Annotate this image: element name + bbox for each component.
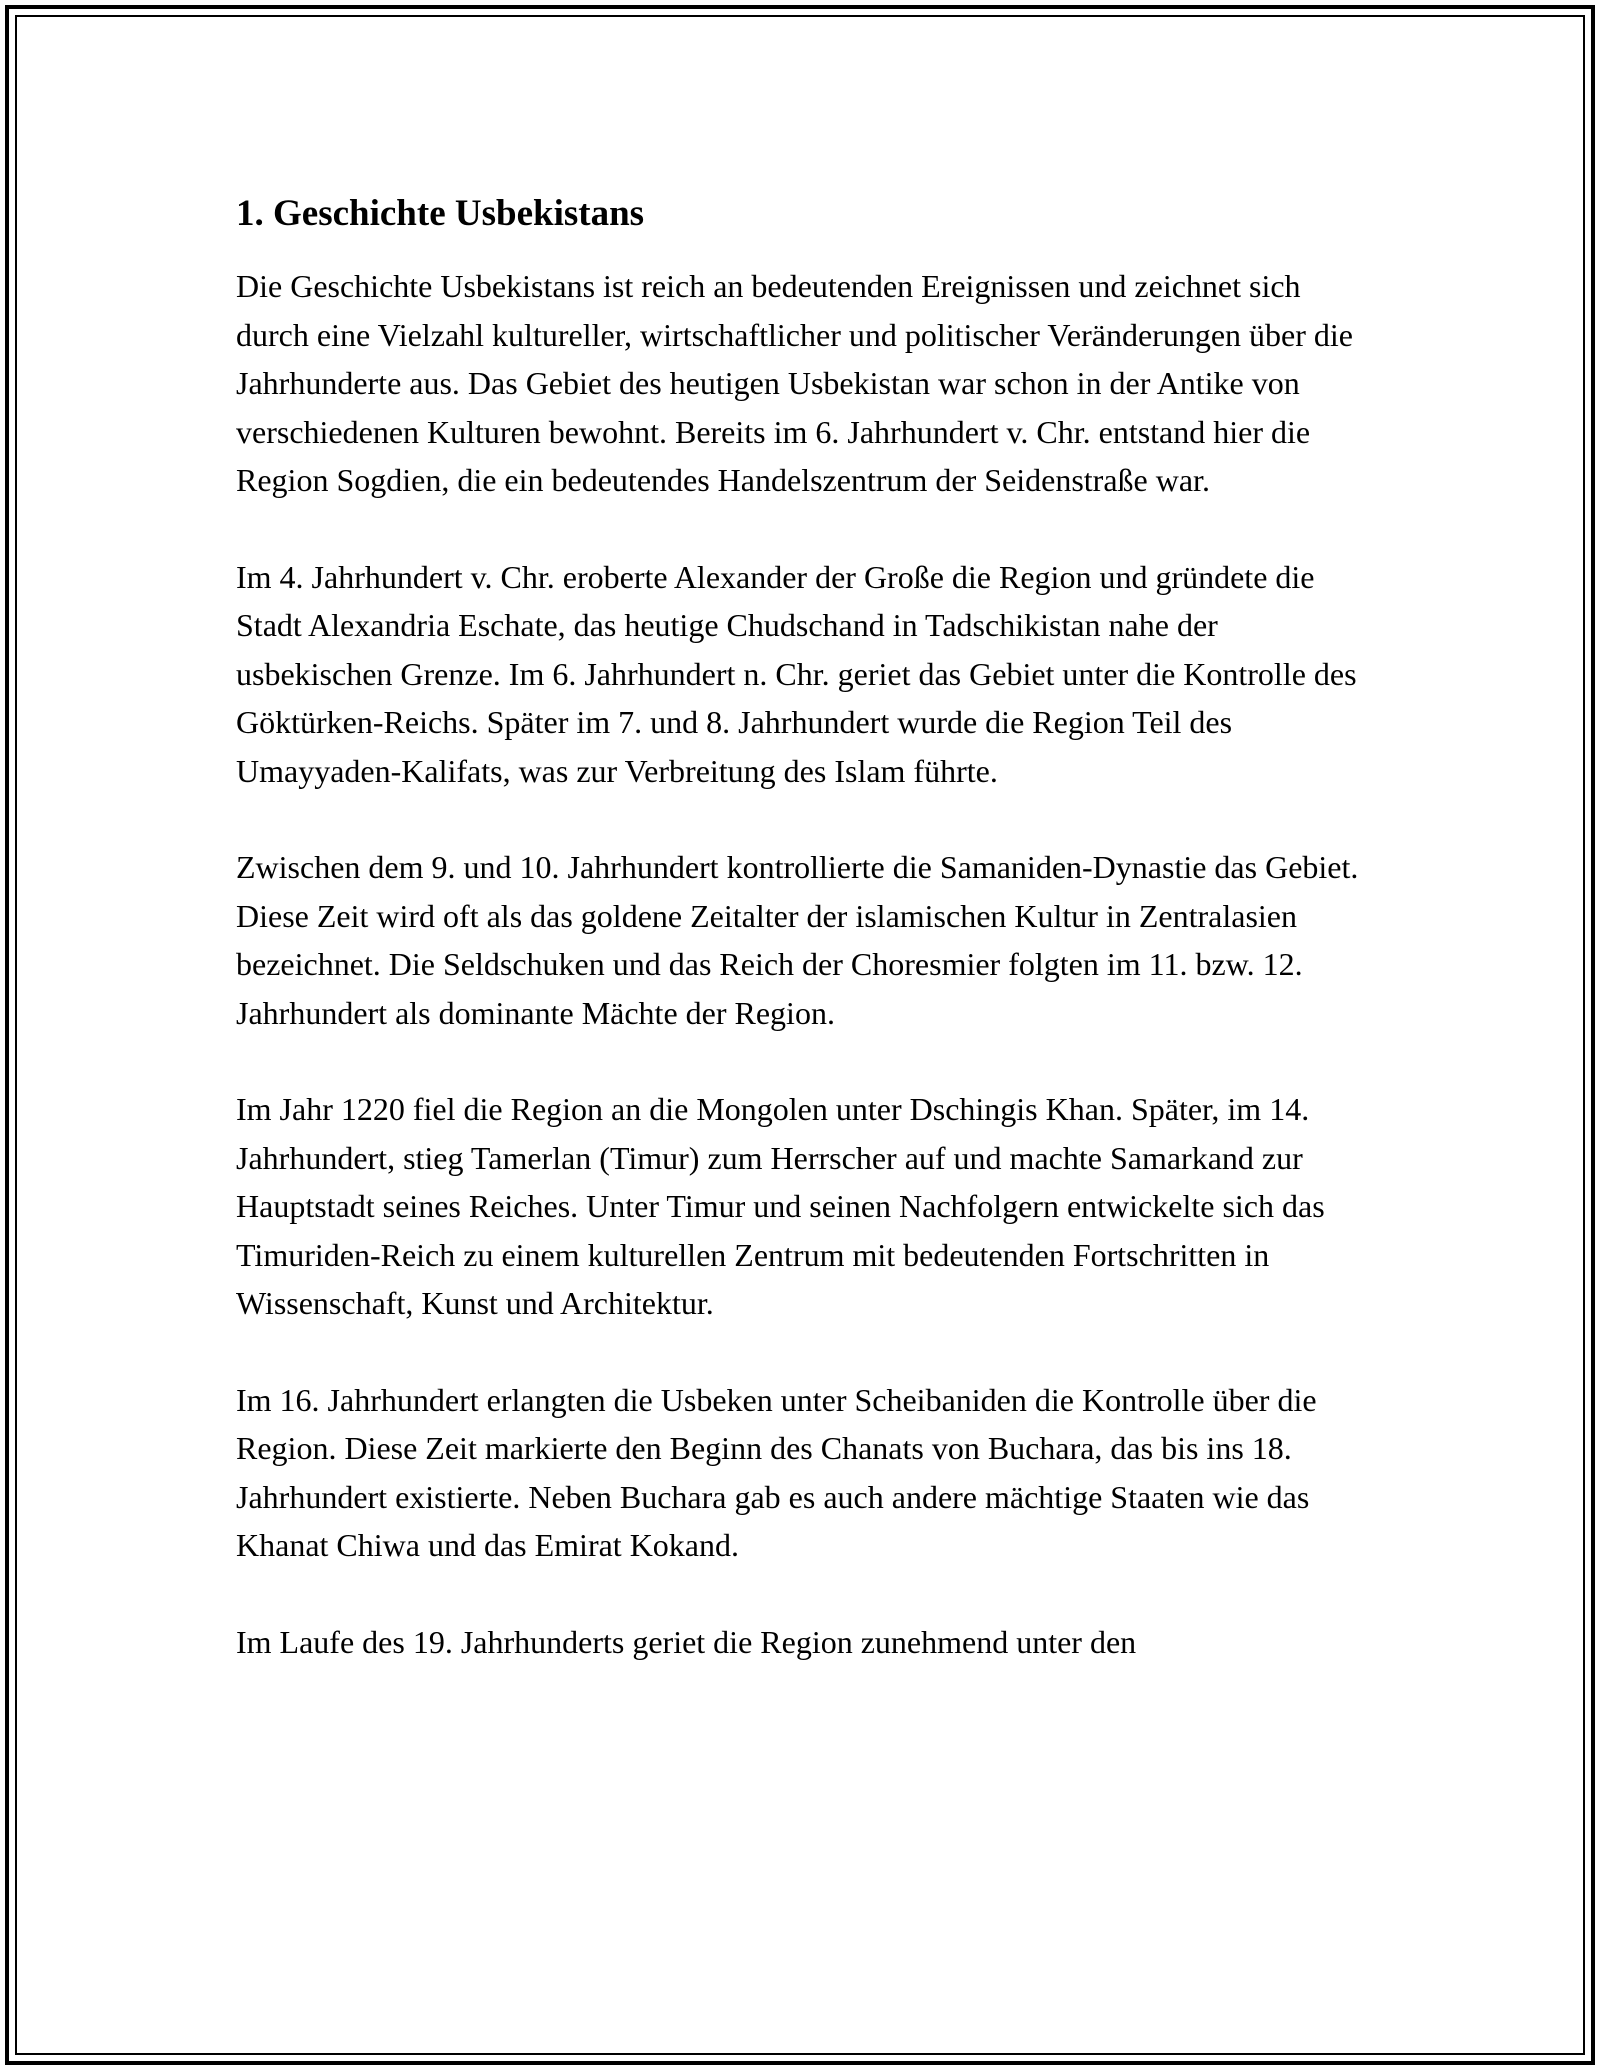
paragraph-2: Im 4. Jahrhundert v. Chr. eroberte Alexander der Große die Region und gründete die Stadt Alexandria Eschate, das heutige Chudschand in Tadschikistan nahe der usbekischen Grenze. Im 6. Jahrhundert n. Chr. geriet das Gebiet unter die Kontrolle des Göktürken-Reichs. Später im 7. und 8. Jahrhundert wurde die Region Teil des Umayyaden-Kalifats, was zur Verbreitung des Islam führte.: [236, 558, 1357, 789]
paragraph-1: Die Geschichte Usbekistans ist reich an bedeutenden Ereignissen und zeichnet sich durch eine Vielzahl kultureller, wirtschaftlicher und politischer Veränderungen über die Jahrhunderte aus. Das Gebiet des heutigen Usbekistan war schon in der Antike von verschiedenen Kulturen bewohnt. Bereits im 6. Jahrhundert v. Chr. entstand hier die Region Sogdien, die ein bedeutendes Handelszentrum der Seidenstraße war.: [236, 268, 1353, 498]
paragraph-4: Im Jahr 1220 fiel die Region an die Mongolen unter Dschingis Khan. Später, im 14. Jahrhundert, stieg Tamerlan (Timur) zum Herrscher auf und machte Samarkand zur Hauptstadt seines Reiches. Unter Timur und seinen Nachfolgern entwickelte sich das Timuriden-Reich zu einem kulturellen Zentrum mit bedeutenden Fortschritten in Wissenschaft, Kunst und Architektur.: [236, 1091, 1325, 1321]
paragraph-3: Zwischen dem 9. und 10. Jahrhundert kontrollierte die Samaniden-Dynastie das Gebiet. Diese Zeit wird oft als das goldene Zeitalter der islamischen Kultur in Zentralasien bezeichnet. Die Seldschuken und das Reich der Choresmier folgten im 11. bzw. 12. Jahrhundert als dominante Mächte der Region.: [236, 849, 1359, 1031]
document-body: [236, 186, 1376, 1714]
paragraph-5: Im 16. Jahrhundert erlangten die Usbeken unter Scheibaniden die Kontrolle über die Region. Diese Zeit markierte den Beginn des Chanats von Buchara, das bis ins 18. Jahrhundert existierte. Neben Buchara gab es auch andere mächtige Staaten wie das Khanat Chiwa und das Emirat Kokand.: [236, 1381, 1317, 1563]
paragraph-6: Im Laufe des 19. Jahrhunderts geriet die Region zunehmend unter den: [236, 1623, 1137, 1660]
section-heading: 1. Geschichte Usbekistans: [236, 193, 645, 234]
